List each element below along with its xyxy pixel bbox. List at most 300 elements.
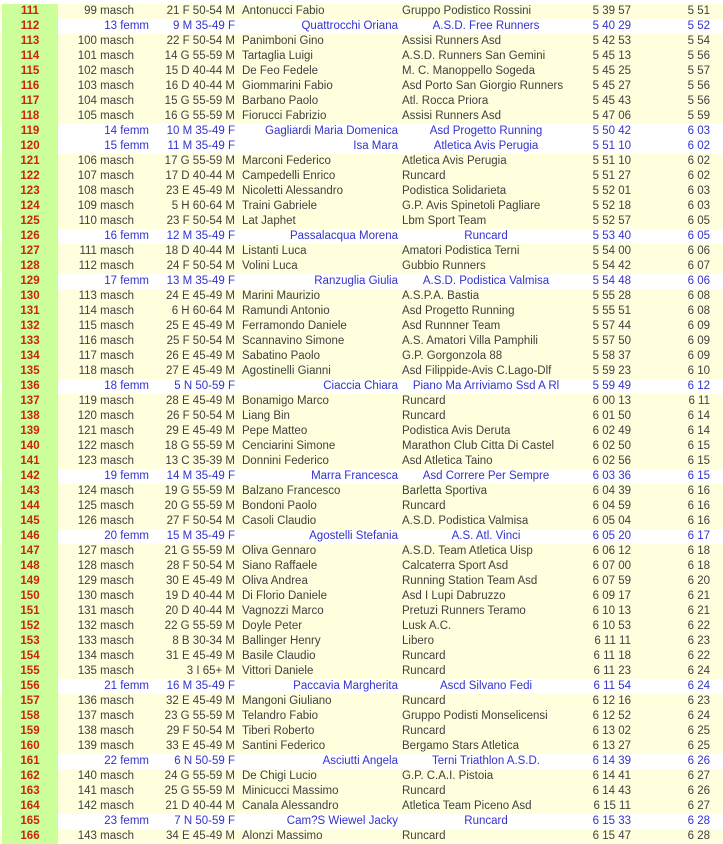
cell-position: 142 [2, 469, 58, 484]
cell-gender-rank: 19 femm [104, 470, 149, 482]
cell-right-margin [710, 379, 723, 394]
cell-pace: 6 06 [687, 275, 710, 287]
cell-team: Calcaterra Sport Asd [402, 560, 509, 572]
cell-category: 24 F 50-54 M [166, 260, 235, 272]
cell-pace: 6 07 [687, 260, 710, 272]
cell-category: 18 G 55-59 M [164, 440, 235, 452]
cell-category: 23 E 45-49 M [165, 185, 235, 197]
cell-gender-rank: 100 masch [77, 35, 134, 47]
cell-team: Assisi Runners Asd [402, 35, 502, 47]
table-row [0, 184, 723, 199]
cell-team: Asd Atletica Taino [402, 455, 493, 467]
cell-time: 5 57 44 [592, 320, 631, 332]
cell-pace: 6 08 [687, 305, 710, 317]
cell-category: 13 M 35-49 F [166, 275, 235, 287]
cell-pace: 6 25 [687, 740, 710, 752]
cell-time: 5 53 40 [592, 230, 631, 242]
cell-category: 21 G 55-59 M [164, 545, 235, 557]
cell-pace: 6 14 [687, 410, 710, 422]
cell-time: 6 01 50 [592, 410, 631, 422]
cell-right-margin [710, 334, 723, 349]
cell-gender-rank: 131 masch [77, 605, 134, 617]
cell-team: A.S.D. Podistica Valmisa [422, 275, 550, 287]
cell-position: 124 [2, 199, 58, 214]
cell-right-margin [710, 724, 723, 739]
cell-gender-rank: 120 masch [77, 410, 134, 422]
cell-pace: 6 17 [687, 530, 710, 542]
cell-time: 5 51 10 [592, 140, 631, 152]
cell-gender-rank: 133 masch [77, 635, 134, 647]
table-row [0, 574, 723, 589]
cell-time: 6 10 13 [592, 605, 631, 617]
table-row [0, 634, 723, 649]
cell-right-margin [710, 784, 723, 799]
cell-category: 13 C 35-39 M [165, 455, 235, 467]
cell-right-margin [710, 139, 723, 154]
cell-name: Santini Federico [242, 740, 326, 752]
cell-name: Liang Bin [242, 410, 290, 422]
cell-time: 5 40 29 [592, 20, 631, 32]
table-row [0, 139, 723, 154]
table-row [0, 64, 723, 79]
cell-name: Minicucci Massimo [242, 785, 339, 797]
cell-time: 5 59 23 [592, 365, 631, 377]
cell-pace: 6 24 [687, 710, 710, 722]
cell-right-margin [710, 619, 723, 634]
cell-position: 126 [2, 229, 58, 244]
cell-name: Pepe Matteo [242, 425, 308, 437]
cell-name: Agostinelli Gianni [242, 365, 331, 377]
cell-right-margin [710, 394, 723, 409]
cell-team: Gruppo Podisti Monselicensi [402, 710, 548, 722]
cell-name: Alonzi Massimo [242, 830, 323, 842]
cell-position: 165 [2, 814, 58, 829]
cell-right-margin [710, 589, 723, 604]
cell-category: 3 I 65+ M [186, 665, 235, 677]
cell-position: 148 [2, 559, 58, 574]
table-row [0, 799, 723, 814]
cell-category: 16 D 40-44 M [165, 80, 235, 92]
cell-gender-rank: 22 femm [104, 755, 149, 767]
cell-team: Piano Ma Arriviamo Ssd A Rl [412, 380, 560, 392]
cell-position: 132 [2, 319, 58, 334]
cell-name: Volini Luca [242, 260, 298, 272]
cell-pace: 6 21 [687, 605, 710, 617]
cell-pace: 6 11 [688, 395, 710, 407]
cell-time: 6 12 16 [592, 695, 631, 707]
cell-category: 27 E 45-49 M [165, 365, 235, 377]
cell-gender-rank: 111 masch [79, 245, 134, 257]
cell-team: A.S.D. Runners San Gemini [402, 50, 546, 62]
cell-name: Cenciarini Simone [242, 440, 336, 452]
cell-time: 6 02 49 [592, 425, 631, 437]
cell-gender-rank: 129 masch [77, 575, 134, 587]
cell-name: Canala Alessandro [242, 800, 339, 812]
cell-name: Donnini Federico [242, 455, 329, 467]
cell-gender-rank: 141 masch [77, 785, 134, 797]
cell-name: Telandro Fabio [242, 710, 319, 722]
table-row [0, 514, 723, 529]
cell-right-margin [710, 814, 723, 829]
cell-pace: 5 52 [687, 20, 710, 32]
cell-name: Fiorucci Fabrizio [242, 110, 327, 122]
cell-gender-rank: 127 masch [77, 545, 134, 557]
cell-gender-rank: 23 femm [104, 815, 149, 827]
table-row [0, 424, 723, 439]
cell-right-margin [710, 109, 723, 124]
cell-category: 28 E 45-49 M [165, 395, 235, 407]
table-row [0, 769, 723, 784]
cell-time: 6 09 17 [592, 590, 631, 602]
cell-gender-rank: 130 masch [77, 590, 134, 602]
cell-time: 5 42 53 [592, 35, 631, 47]
table-row [0, 754, 723, 769]
table-row [0, 649, 723, 664]
cell-time: 6 00 13 [592, 395, 631, 407]
cell-position: 125 [2, 214, 58, 229]
cell-position: 163 [2, 784, 58, 799]
cell-right-margin [710, 319, 723, 334]
cell-time: 6 11 11 [594, 635, 631, 647]
table-row [0, 829, 723, 844]
cell-right-margin [710, 604, 723, 619]
cell-gender-rank: 102 masch [77, 65, 134, 77]
cell-gender-rank: 119 masch [78, 395, 134, 407]
cell-position: 113 [2, 34, 58, 49]
cell-position: 123 [2, 184, 58, 199]
cell-name: Ciaccia Chiara [323, 380, 398, 392]
cell-time: 6 11 54 [593, 680, 631, 692]
cell-name: Listanti Luca [242, 245, 307, 257]
cell-category: 21 F 50-54 M [166, 5, 235, 17]
cell-time: 5 45 25 [592, 65, 631, 77]
cell-pace: 6 23 [687, 635, 710, 647]
cell-category: 6 H 60-64 M [171, 305, 235, 317]
cell-pace: 6 22 [687, 620, 710, 632]
cell-time: 6 07 59 [592, 575, 631, 587]
cell-right-margin [710, 244, 723, 259]
cell-right-margin [710, 124, 723, 139]
cell-position: 135 [2, 364, 58, 379]
cell-time: 6 15 11 [593, 800, 631, 812]
cell-gender-rank: 124 masch [77, 485, 134, 497]
cell-time: 6 11 23 [593, 665, 631, 677]
table-row [0, 154, 723, 169]
cell-name: Ferramondo Daniele [242, 320, 347, 332]
cell-pace: 6 28 [687, 815, 710, 827]
table-row [0, 709, 723, 724]
cell-category: 22 G 55-59 M [164, 620, 235, 632]
cell-gender-rank: 99 masch [84, 5, 134, 17]
cell-right-margin [710, 559, 723, 574]
cell-gender-rank: 139 masch [77, 740, 134, 752]
cell-pace: 6 09 [687, 320, 710, 332]
cell-position: 122 [2, 169, 58, 184]
cell-team: A.S. Amatori Villa Pamphili [402, 335, 538, 347]
cell-team: Assisi Runners Asd [402, 110, 502, 122]
cell-position: 118 [2, 109, 58, 124]
cell-position: 150 [2, 589, 58, 604]
cell-team: Atl. Rocca Priora [402, 95, 489, 107]
cell-team: A.S.D. Free Runners [432, 20, 540, 32]
cell-category: 34 E 45-49 M [165, 830, 235, 842]
cell-gender-rank: 136 masch [77, 695, 134, 707]
cell-name: Paccavia Margherita [293, 680, 398, 692]
cell-time: 5 45 13 [592, 50, 631, 62]
cell-pace: 6 12 [687, 380, 710, 392]
cell-name: Lat Japhet [242, 215, 296, 227]
cell-gender-rank: 113 masch [78, 290, 134, 302]
cell-name: Quattrocchi Oriana [301, 20, 398, 32]
cell-pace: 6 15 [687, 440, 710, 452]
cell-category: 19 D 40-44 M [165, 590, 235, 602]
cell-pace: 6 15 [687, 470, 710, 482]
cell-team: M. C. Manoppello Sogeda [402, 65, 535, 77]
table-row [0, 814, 723, 829]
cell-category: 27 F 50-54 M [166, 515, 235, 527]
table-row [0, 439, 723, 454]
cell-pace: 6 26 [687, 785, 710, 797]
table-row [0, 349, 723, 364]
cell-team: Gruppo Podistico Rossini [402, 5, 532, 17]
cell-time: 6 10 53 [592, 620, 631, 632]
cell-team: Runcard [402, 395, 446, 407]
cell-gender-rank: 110 masch [78, 215, 134, 227]
table-row [0, 724, 723, 739]
cell-team: Asd Progetto Running [402, 305, 515, 317]
cell-team: A.S.D. Podistica Valmisa [402, 515, 529, 527]
cell-category: 12 M 35-49 F [166, 230, 235, 242]
cell-team: Asd Porto San Giorgio Runners [402, 80, 564, 92]
cell-time: 5 39 57 [592, 5, 631, 17]
cell-name: Basile Claudio [242, 650, 316, 662]
cell-position: 145 [2, 514, 58, 529]
cell-right-margin [710, 19, 723, 34]
cell-time: 5 52 57 [592, 215, 631, 227]
cell-gender-rank: 132 masch [77, 620, 134, 632]
cell-pace: 5 57 [687, 65, 710, 77]
cell-right-margin [710, 424, 723, 439]
cell-category: 16 G 55-59 M [164, 110, 235, 122]
cell-team: Gubbio Runners [402, 260, 486, 272]
cell-pace: 6 28 [687, 830, 710, 842]
cell-pace: 6 05 [687, 230, 710, 242]
cell-team: Pretuzi Runners Teramo [402, 605, 526, 617]
cell-pace: 6 10 [687, 365, 710, 377]
cell-name: Vittori Daniele [242, 665, 314, 677]
cell-gender-rank: 109 masch [77, 200, 134, 212]
cell-name: Antonucci Fabio [242, 5, 325, 17]
cell-position: 134 [2, 349, 58, 364]
cell-position: 161 [2, 754, 58, 769]
cell-category: 29 E 45-49 M [165, 425, 235, 437]
cell-name: Casoli Claudio [242, 515, 317, 527]
cell-team: G.P. C.A.I. Pistoia [402, 770, 494, 782]
table-row [0, 589, 723, 604]
cell-position: 159 [2, 724, 58, 739]
cell-pace: 6 15 [687, 455, 710, 467]
cell-right-margin [710, 229, 723, 244]
cell-name: Gagliardi Maria Domenica [265, 125, 398, 137]
cell-category: 15 G 55-59 M [164, 95, 235, 107]
cell-gender-rank: 21 femm [104, 680, 149, 692]
cell-time: 5 50 42 [592, 125, 631, 137]
cell-time: 5 54 00 [592, 245, 631, 257]
cell-pace: 6 21 [687, 590, 710, 602]
cell-name: Panimboni Gino [242, 35, 324, 47]
cell-name: Barbano Paolo [242, 95, 319, 107]
cell-team: A.S.P.A. Bastia [402, 290, 480, 302]
cell-category: 5 N 50-59 F [174, 380, 235, 392]
cell-category: 20 G 55-59 M [164, 500, 235, 512]
cell-position: 136 [2, 379, 58, 394]
cell-position: 116 [2, 79, 58, 94]
cell-team: Libero [402, 635, 434, 647]
cell-right-margin [710, 409, 723, 424]
cell-name: Bondoni Paolo [242, 500, 317, 512]
cell-time: 5 55 51 [592, 305, 631, 317]
cell-team: Runcard [402, 785, 446, 797]
cell-position: 129 [2, 274, 58, 289]
cell-team: Runcard [464, 230, 508, 242]
table-row [0, 34, 723, 49]
cell-right-margin [710, 769, 723, 784]
cell-right-margin [710, 184, 723, 199]
cell-category: 17 G 55-59 M [164, 155, 235, 167]
cell-time: 6 12 52 [592, 710, 631, 722]
table-row [0, 289, 723, 304]
table-row [0, 319, 723, 334]
cell-right-margin [710, 364, 723, 379]
cell-time: 6 15 47 [592, 830, 631, 842]
cell-team: Runcard [402, 650, 446, 662]
cell-category: 11 M 35-49 F [167, 140, 235, 152]
cell-team: Runcard [402, 500, 446, 512]
cell-gender-rank: 107 masch [77, 170, 134, 182]
cell-name: Bonamigo Marco [242, 395, 329, 407]
cell-pace: 6 20 [687, 575, 710, 587]
cell-position: 160 [2, 739, 58, 754]
cell-pace: 6 16 [687, 485, 710, 497]
cell-position: 157 [2, 694, 58, 709]
cell-right-margin [710, 694, 723, 709]
table-row [0, 619, 723, 634]
cell-gender-rank: 18 femm [104, 380, 149, 392]
cell-gender-rank: 122 masch [77, 440, 134, 452]
cell-pace: 6 05 [687, 215, 710, 227]
cell-position: 158 [2, 709, 58, 724]
table-row [0, 784, 723, 799]
cell-right-margin [710, 499, 723, 514]
table-row [0, 229, 723, 244]
cell-category: 10 M 35-49 F [166, 125, 235, 137]
cell-pace: 6 06 [687, 245, 710, 257]
cell-right-margin [710, 304, 723, 319]
cell-time: 6 13 02 [592, 725, 631, 737]
cell-position: 153 [2, 634, 58, 649]
table-row [0, 94, 723, 109]
cell-team: Ascd Silvano Fedi [439, 680, 533, 692]
cell-category: 8 B 30-34 M [172, 635, 235, 647]
cell-category: 29 F 50-54 M [166, 725, 235, 737]
table-row [0, 559, 723, 574]
cell-team: G.P. Avis Spinetoli Pagliare [402, 200, 541, 212]
cell-gender-rank: 138 masch [77, 725, 134, 737]
cell-gender-rank: 104 masch [77, 95, 134, 107]
cell-time: 5 52 01 [592, 185, 631, 197]
cell-position: 143 [2, 484, 58, 499]
table-row [0, 274, 723, 289]
cell-pace: 6 02 [687, 155, 710, 167]
cell-team: G.P. Gorgonzola 88 [402, 350, 503, 362]
cell-team: Bergamo Stars Atletica [402, 740, 519, 752]
cell-category: 20 D 40-44 M [165, 605, 235, 617]
cell-time: 5 54 42 [592, 260, 631, 272]
cell-time: 6 03 36 [592, 470, 631, 482]
cell-pace: 5 54 [687, 35, 710, 47]
cell-right-margin [710, 199, 723, 214]
cell-position: 127 [2, 244, 58, 259]
cell-category: 19 G 55-59 M [164, 485, 235, 497]
cell-right-margin [710, 34, 723, 49]
cell-time: 6 04 59 [592, 500, 631, 512]
cell-time: 5 54 48 [592, 275, 631, 287]
cell-time: 6 14 39 [592, 755, 631, 767]
cell-right-margin [710, 739, 723, 754]
cell-name: Vagnozzi Marco [242, 605, 324, 617]
table-row [0, 19, 723, 34]
table-row [0, 214, 723, 229]
cell-pace: 6 16 [687, 515, 710, 527]
cell-team: Barletta Sportiva [402, 485, 488, 497]
table-row [0, 394, 723, 409]
cell-pace: 6 18 [687, 545, 710, 557]
cell-name: Agostelli Stefania [309, 530, 398, 542]
cell-category: 26 E 45-49 M [165, 350, 235, 362]
cell-gender-rank: 108 masch [77, 185, 134, 197]
cell-team: Podistica Solidarieta [402, 185, 507, 197]
cell-team: Runcard [402, 725, 446, 737]
cell-time: 6 14 43 [592, 785, 631, 797]
cell-team: Asd I Lupi Dabruzzo [402, 590, 506, 602]
cell-right-margin [710, 799, 723, 814]
cell-position: 149 [2, 574, 58, 589]
cell-time: 5 52 18 [592, 200, 631, 212]
cell-name: De Feo Fedele [242, 65, 319, 77]
cell-pace: 6 09 [687, 335, 710, 347]
cell-right-margin [710, 514, 723, 529]
cell-position: 119 [2, 124, 58, 139]
cell-position: 121 [2, 154, 58, 169]
cell-name: Asciutti Angela [322, 755, 398, 767]
cell-category: 25 F 50-54 M [166, 335, 235, 347]
cell-gender-rank: 20 femm [104, 530, 149, 542]
cell-gender-rank: 134 masch [77, 650, 134, 662]
cell-gender-rank: 105 masch [77, 110, 134, 122]
cell-name: Cam?S Wiewel Jacky [286, 815, 398, 827]
cell-team: A.S. Atl. Vinci [451, 530, 521, 542]
cell-team: Asd Progetto Running [429, 125, 543, 137]
cell-right-margin [710, 469, 723, 484]
cell-pace: 6 09 [687, 350, 710, 362]
cell-team: Runcard [464, 815, 508, 827]
cell-name: Sabatino Paolo [242, 350, 321, 362]
cell-category: 23 F 50-54 M [166, 215, 235, 227]
cell-position: 154 [2, 649, 58, 664]
cell-team: Amatori Podistica Terni [402, 245, 520, 257]
cell-name: Traini Gabriele [242, 200, 317, 212]
cell-gender-rank: 112 masch [78, 260, 134, 272]
